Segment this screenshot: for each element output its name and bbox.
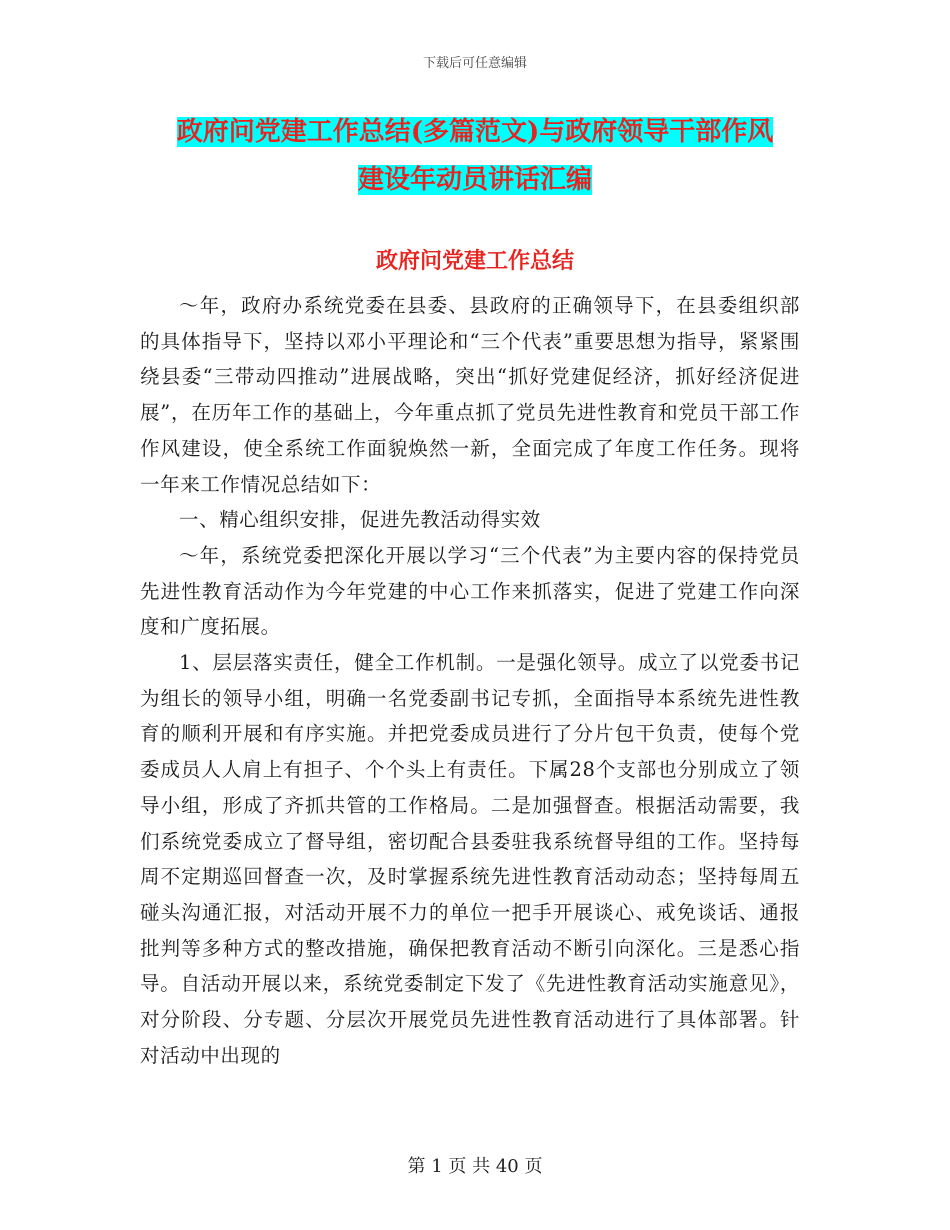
paragraph: ～年，系统党委把深化开展以学习“三个代表”为主要内容的保持党员先进性教育活动作为今年党建的中心工作来抓落实，促进了党建工作向深度和广度拓展。 xyxy=(140,543,800,639)
document-title-line-2: 建设年动员讲话汇编 xyxy=(357,165,592,195)
paragraph: 1、层层落实责任，健全工作机制。一是强化领导。成立了以党委书记为组长的领导小组，明确一名党委副书记专抓，全面指导本系统先进性教育的顺利开展和有序实施。并把党委成员进行了分片包干负责，使每个党委成员人人肩上有担子、个个头上有责任。下属28个支部也分别成立了领导小组，形成了齐抓共管的工作格局。二是加强督查。根据活动需要，我们系统党委成立了督导组，密切配合县委驻我系统督导组的工作。坚持每周不定期巡回督查一次，及时掌握系统先进性教育活动动态；坚持每周五碰头沟通汇报，对活动开展不力的单位一把手开展谈心、戒免谈话、通报批判等多种方式的整改措施，确保把教育活动不断引向深化。三是悉心指导。自活动开展以来，系统党委制定下发了《先进性教育活动实施意见》，对分阶段、分专题、分层次开展党员先进性教育活动进行了具体部署。针对活动中出现的 xyxy=(140,651,800,1067)
body-text xyxy=(140,288,800,1073)
page-number: 第 1 页 共 40 页 xyxy=(407,1156,543,1177)
document-title-line-1: 政府问党建工作总结(多篇范文)与政府领导干部作风 xyxy=(176,117,774,147)
section-title: 政府问党建工作总结 xyxy=(375,248,574,274)
header-note: 下载后可任意编辑 xyxy=(422,56,527,71)
paragraph: ～年，政府办系统党委在县委、县政府的正确领导下，在县委组织部的具体指导下，坚持以邓小平理论和“三个代表”重要思想为指导，紧紧围绕县委“三带动四推动”进展战略，突出“抓好党建促经济，抓好经济促进展”，在历年工作的基础上，今年重点抓了党员先进性教育和党员干部工作作风建设，使全系统工作面貌焕然一新，全面完成了年度工作任务。现将一年来工作情况总结如下： xyxy=(140,294,800,496)
paragraph: 一、精心组织安排，促进先教活动得实效 xyxy=(179,508,541,532)
document-title xyxy=(130,108,820,204)
